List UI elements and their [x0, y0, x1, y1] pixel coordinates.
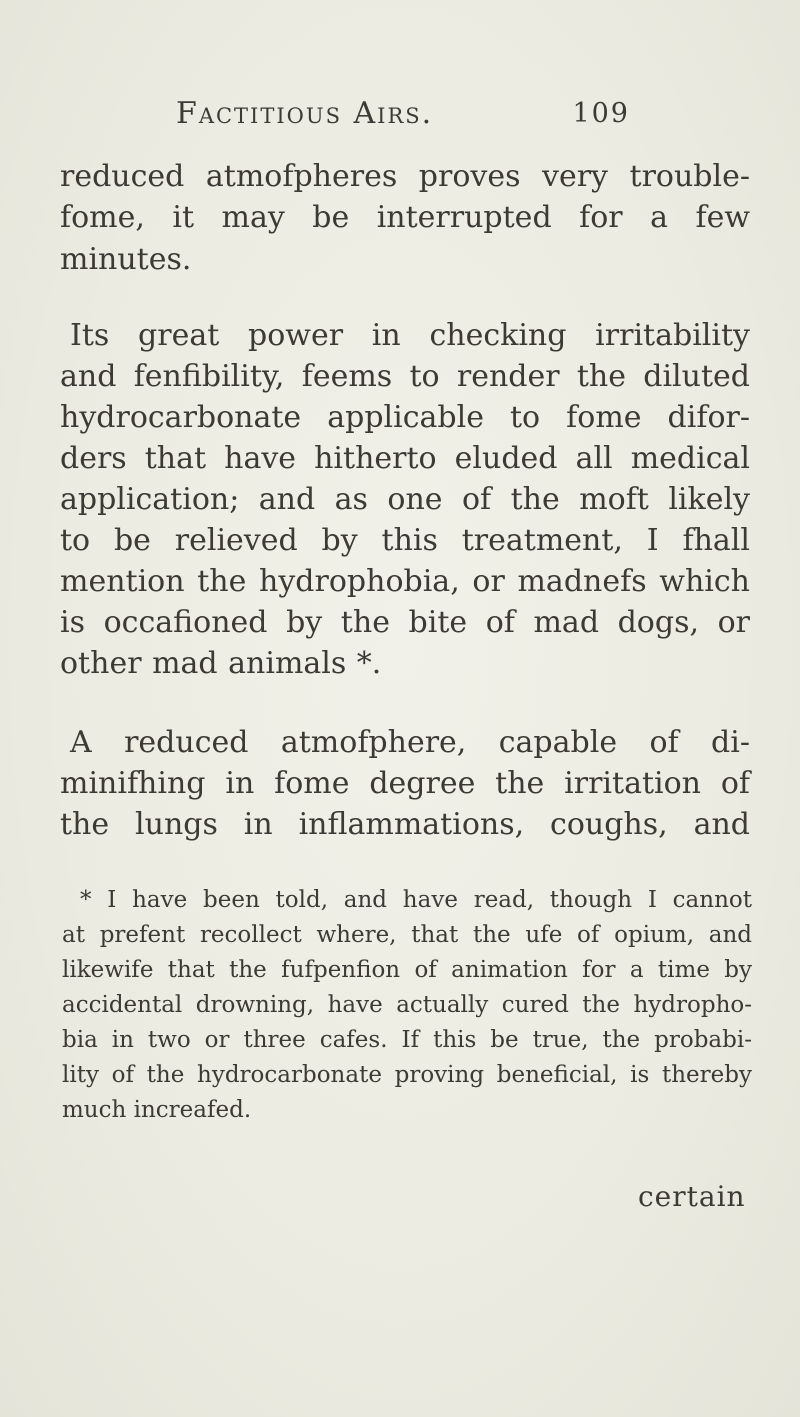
body-line: minutes. — [60, 242, 192, 277]
body-line: mention the hydrophobia, or madnefs which — [60, 564, 750, 599]
footnote-line: * I have been told, and have read, though I cannot — [80, 887, 752, 913]
footnote-line: at prefent recollect where, that the ufe of opium, and — [62, 922, 752, 948]
page-number: 109 — [572, 98, 630, 129]
body-line: Its great power in checking irritability — [70, 318, 750, 353]
footnote-line: likewife that the fufpenfion of animation for a time by — [62, 957, 752, 983]
body-line: hydrocarbonate applicable to fome difor- — [60, 400, 750, 435]
footnote-line: accidental drowning, have actually cured the hydropho- — [62, 992, 752, 1018]
body-line: ders that have hitherto eluded all medical — [60, 441, 750, 476]
body-line: is occafioned by the bite of mad dogs, or — [60, 605, 750, 640]
body-line: reduced atmofpheres proves very trouble- — [60, 159, 750, 194]
body-line: the lungs in inflammations, coughs, and — [60, 807, 750, 842]
body-line: minifhing in fome degree the irritation of — [60, 766, 750, 801]
footnote-line: bia in two or three cafes. If this be true, the probabi- — [62, 1027, 752, 1053]
body-line: fome, it may be interrupted for a few — [60, 200, 750, 235]
page-header — [150, 96, 630, 136]
body-line: to be relieved by this treatment, I fhall — [60, 523, 750, 558]
footnote-line: lity of the hydrocarbonate proving beneficial, is thereby — [62, 1062, 752, 1088]
catchword: certain — [638, 1180, 746, 1213]
body-line: A reduced atmofphere, capable of di- — [70, 725, 750, 760]
footnote-line: much increafed. — [62, 1097, 252, 1123]
body-line: and fenfibility, feems to render the diluted — [60, 359, 750, 394]
running-title: Factitious Airs. — [176, 96, 434, 131]
body-line: other mad animals *. — [60, 646, 382, 681]
body-line: application; and as one of the moft likely — [60, 482, 750, 517]
